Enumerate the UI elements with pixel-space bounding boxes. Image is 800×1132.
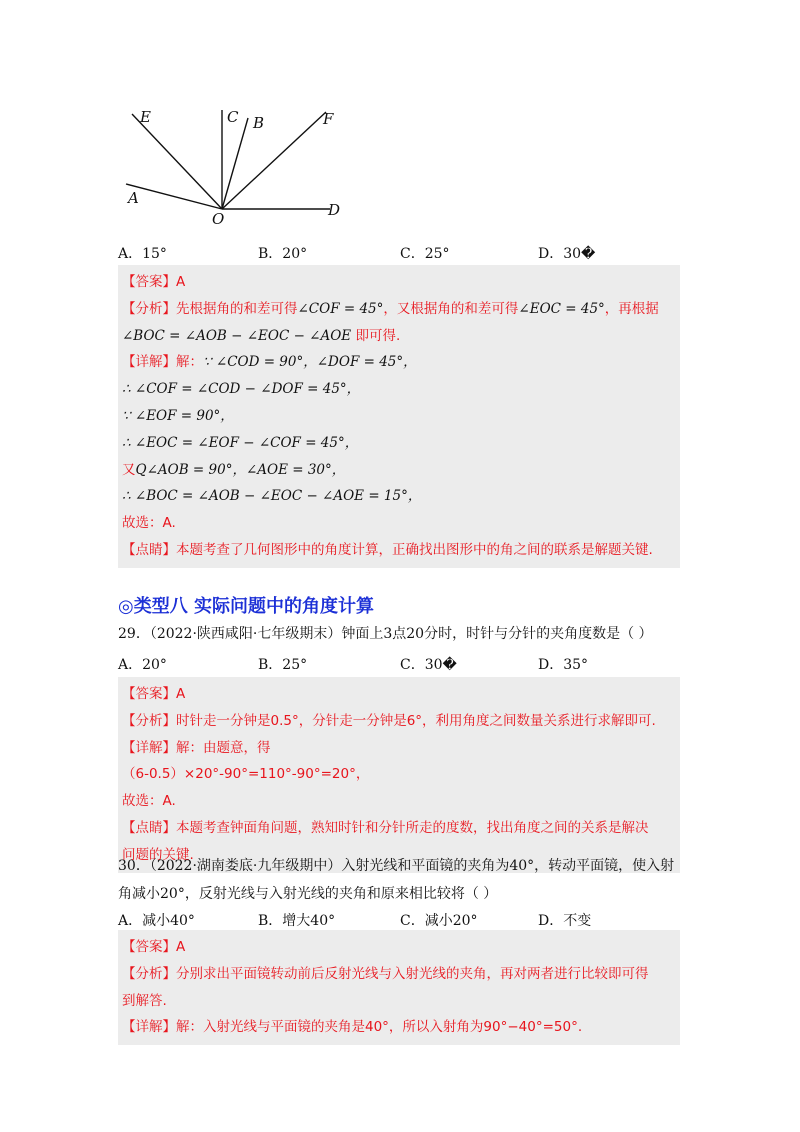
comment-line: 【点睛】本题考查钟面角问题，熟知时针和分针所走的度数，找出角度之间的关系是解决 — [122, 819, 649, 836]
q30-option-c: C．减小20° — [400, 913, 478, 929]
label-f: F — [323, 110, 334, 128]
q30-option-b: B．增大40° — [258, 913, 336, 929]
comment-line-2: 问题的关键. — [122, 846, 194, 863]
ray-of — [222, 112, 326, 209]
q30-option-d: D．不变 — [538, 913, 592, 929]
label-c: C — [227, 108, 239, 126]
detail-line: ∵ ∠EOF = 90°， — [122, 407, 234, 424]
choice-line: 故选：A. — [122, 515, 176, 532]
q29-option-b: B．25° — [258, 657, 308, 673]
q28-option-c: C．25° — [400, 246, 450, 262]
choice-line: 故选：A. — [122, 793, 176, 810]
detail-line: （6-0.5）×20°-90°=110°-90°=20°， — [122, 766, 370, 783]
q28-answer-block — [118, 265, 680, 568]
q30-stem-line-2: 角减小20°，反射光线与入射光线的夹角和原来相比较将（ ） — [118, 886, 498, 902]
q28-option-b: B．20° — [258, 246, 308, 262]
q30-answer-block — [118, 930, 680, 1045]
answer-line: 【答案】A — [122, 274, 186, 290]
analysis-line: 【分析】分别求出平面镜转动前后反射光线与入射光线的夹角，再对两者进行比较即可得 — [122, 965, 649, 982]
q29-option-d: D．35° — [538, 657, 589, 673]
section-title: ◎类型八 实际问题中的角度计算 — [118, 596, 374, 617]
q29-option-a: A．20° — [118, 657, 167, 673]
analysis-line: 【分析】时针走一分钟是0.5°，分针走一分钟是6°，利用角度之间数量关系进行求解即可. — [122, 712, 656, 729]
detail-line: 【详解】解：∵ ∠COD = 90°，∠DOF = 45°， — [122, 354, 417, 371]
q30-option-a: A．减小40° — [118, 913, 195, 929]
label-e: E — [140, 108, 151, 126]
analysis-line-2: 到解答. — [122, 992, 167, 1009]
q28-option-d: D．30� — [538, 246, 596, 262]
q30-stem-line-1: 30．（2022·湖南娄底·九年级期中）入射光线和平面镜的夹角为40°，转动平面镜，使入射 — [118, 858, 675, 874]
q29-stem: 29．（2022·陕西咸阳·七年级期末）钟面上3点20分时，时针与分针的夹角度数是（ ） — [118, 626, 653, 642]
label-a: A — [128, 189, 139, 207]
comment-line: 【点睛】本题考查了几何图形中的角度计算，正确找出图形中的角之间的联系是解题关键. — [122, 541, 653, 558]
analysis-line: 【分析】先根据角的和差可得∠COF = 45°，又根据角的和差可得∠EOC = 45°，再根据 — [122, 300, 659, 317]
detail-line: ∴ ∠COF = ∠COD − ∠DOF = 45°， — [122, 381, 361, 398]
detail-line: ∴ ∠EOC = ∠EOF − ∠COF = 45°， — [122, 434, 359, 451]
analysis-line-2: ∠BOC = ∠AOB − ∠EOC − ∠AOE 即可得. — [122, 327, 401, 344]
detail-line: ∴ ∠BOC = ∠AOB − ∠EOC − ∠AOE = 15°， — [122, 488, 422, 505]
q28-option-a: A．15° — [118, 246, 167, 262]
ray-oa — [126, 184, 222, 209]
detail-line: 【详解】解：由题意，得 — [122, 739, 271, 756]
ray-oe — [132, 114, 222, 209]
detail-line: 又Q∠AOB = 90°，∠AOE = 30°， — [122, 461, 346, 478]
ray-ob — [222, 118, 248, 209]
answer-line: 【答案】A — [122, 686, 186, 702]
detail-line: 【详解】解：入射光线与平面镜的夹角是40°，所以入射角为90°−40°=50°. — [122, 1019, 583, 1036]
angle-figure — [118, 100, 358, 230]
label-b: B — [253, 114, 265, 132]
answer-line: 【答案】A — [122, 939, 186, 955]
q29-answer-block — [118, 677, 680, 873]
label-o: O — [212, 210, 225, 228]
q29-options — [118, 654, 678, 678]
q28-options — [118, 243, 678, 267]
q29-option-c: C．30� — [400, 657, 457, 673]
label-d: D — [328, 201, 341, 219]
